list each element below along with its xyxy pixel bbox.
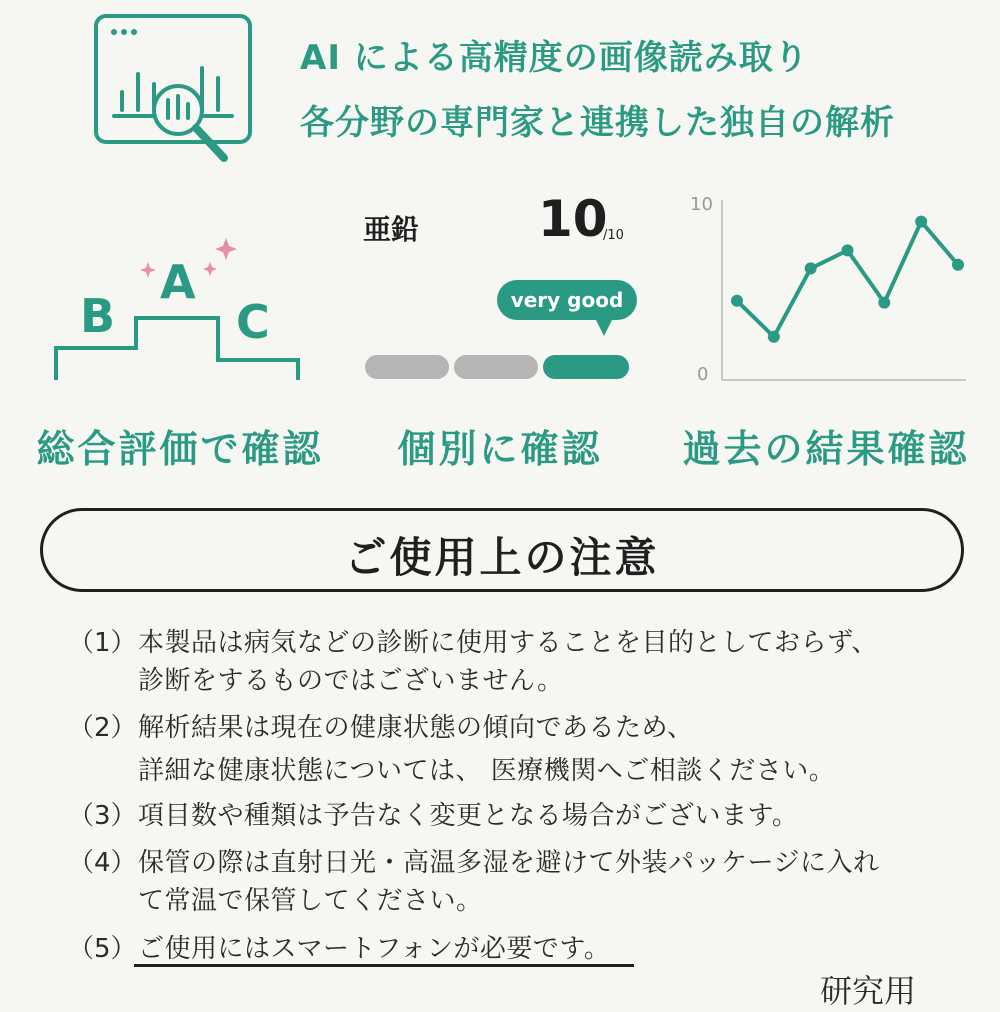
feature-line-ai: AI による高精度の画像読み取り bbox=[300, 38, 809, 78]
y-axis-max-label: 10 bbox=[690, 194, 713, 215]
feature-line-expert: 各分野の専門家と連携した独自の解析 bbox=[300, 103, 895, 143]
y-axis-min-label: 0 bbox=[697, 364, 709, 385]
rating-badge-tail bbox=[595, 318, 613, 336]
history-point-1 bbox=[731, 295, 743, 307]
notice-item-5-underline bbox=[134, 964, 634, 967]
history-point-2 bbox=[768, 331, 780, 343]
history-point-3 bbox=[805, 262, 817, 274]
notice-item-number: （4） bbox=[68, 848, 137, 878]
history-point-5 bbox=[878, 297, 890, 309]
analysis-monitor-icon bbox=[92, 12, 262, 182]
history-line-chart bbox=[700, 190, 970, 390]
notice-item-1-line-2: 診断をするものではございません。 bbox=[138, 666, 564, 696]
history-caption: 過去の結果確認 bbox=[682, 427, 970, 471]
rating-badge: very good bbox=[497, 280, 637, 320]
notice-item-1-line-1: 本製品は病気などの診断に使用することを目的としておらず、 bbox=[138, 628, 878, 658]
notice-item-2-line-1: 解析結果は現在の健康状態の傾向であるため、 bbox=[138, 713, 694, 743]
notice-item-5-line-1: ご使用にはスマートフォンが必要です。 bbox=[138, 934, 611, 964]
level-pill-1 bbox=[365, 355, 449, 379]
history-point-6 bbox=[915, 216, 927, 228]
notice-item-number: （2） bbox=[68, 713, 137, 743]
podium-illustration bbox=[50, 220, 310, 390]
grade-a: A bbox=[160, 255, 196, 309]
notice-item-2-line-2: 詳細な健康状態については、 医療機関へご相談ください。 bbox=[138, 756, 836, 786]
notice-item-4-line-1: 保管の際は直射日光・高温多湿を避けて外装パッケージに入れ bbox=[138, 848, 880, 878]
history-series-line bbox=[737, 222, 958, 337]
level-pill-3 bbox=[543, 355, 629, 379]
score-value: 10 bbox=[538, 190, 608, 248]
notice-item-number: （1） bbox=[68, 628, 137, 658]
history-point-7 bbox=[952, 259, 964, 271]
level-pill-2 bbox=[454, 355, 538, 379]
grade-b: B bbox=[80, 289, 116, 343]
notice-item-number: （5） bbox=[68, 934, 137, 964]
score-max: /10 bbox=[603, 228, 624, 243]
grade-c: C bbox=[236, 295, 270, 349]
notice-title: ご使用上の注意 bbox=[344, 533, 660, 582]
research-use-label: 研究用 bbox=[820, 972, 917, 1010]
notice-item-3-line-1: 項目数や種類は予告なく変更となる場合がございます。 bbox=[138, 801, 799, 831]
individual-caption: 個別に確認 bbox=[397, 427, 603, 471]
nutrient-label: 亜鉛 bbox=[363, 213, 420, 246]
notice-heading-box bbox=[40, 508, 964, 592]
overall-caption: 総合評価で確認 bbox=[36, 427, 324, 471]
notice-item-4-line-2: て常温で保管してください。 bbox=[138, 886, 483, 916]
history-point-4 bbox=[842, 244, 854, 256]
notice-item-number: （3） bbox=[68, 801, 137, 831]
